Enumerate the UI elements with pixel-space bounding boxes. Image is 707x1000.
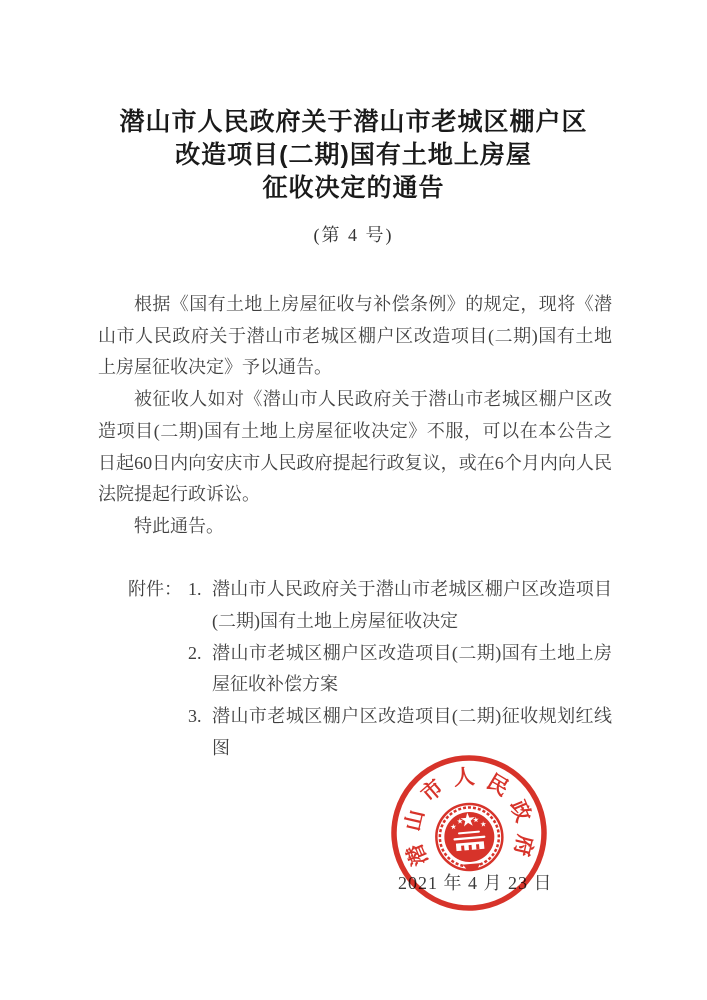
seal-char: 潜 [402, 840, 433, 870]
attachment-item [182, 701, 612, 764]
document-date: 2021 年 4 月 23 日 [398, 873, 553, 893]
seal-char: 民 [482, 769, 514, 801]
document-number: (第 4 号) [313, 225, 394, 245]
attachment-item [182, 574, 612, 637]
seal-char: 山 [400, 807, 429, 834]
national-emblem-icon [434, 801, 506, 873]
page-title [0, 0, 707, 205]
attachment-title: 潜山市人民政府关于潜山市老城区棚户区改造项目(二期)国有土地上房屋征收决定 [212, 579, 612, 632]
paragraph-basis: 根据《国有土地上房屋征收与补偿条例》的规定，现将《潜山市人民政府关于潜山市老城区棚户区改造项目(二期)国有土地上房屋征收决定》予以通告。 [98, 294, 612, 378]
attachment-title: 潜山市老城区棚户区改造项目(二期)征收规划红线图 [212, 706, 612, 758]
paragraph-appeal-rights: 被征收人如对《潜山市人民政府关于潜山市老城区棚户区改造项目(二期)国有土地上房屋征收决定》不服，可以在本公告之日起60日内向安庆市人民政府提起行政复议，或在6个月内向人民法院提起行政诉讼。 [98, 389, 612, 505]
attachment-item [182, 638, 612, 701]
attachment-title: 潜山市老城区棚户区改造项目(二期)国有土地上房屋征收补偿方案 [212, 642, 612, 695]
document-body [0, 289, 707, 543]
seal-char: 市 [416, 774, 449, 807]
attachment-number: 2. [188, 642, 202, 663]
attachment-number: 1. [188, 579, 202, 600]
attachment-number: 3. [188, 706, 202, 727]
paragraph-closing: 特此通告。 [134, 515, 224, 536]
seal-char: 政 [505, 796, 536, 826]
official-seal [381, 745, 557, 921]
attachments-label: 附件： [128, 579, 182, 600]
page-title-line-2: 改造项目(二期)国有土地上房屋 [175, 141, 532, 169]
seal-char: 府 [509, 832, 538, 859]
attachments-section [128, 574, 707, 764]
page-title-line-1: 潜山市人民政府关于潜山市老城区棚户区 [119, 108, 588, 136]
seal-char: 人 [452, 764, 476, 791]
attachments-list [182, 574, 612, 764]
page-title-line-3: 征收决定的通告 [262, 174, 445, 202]
official-seal-graphic [381, 745, 557, 921]
